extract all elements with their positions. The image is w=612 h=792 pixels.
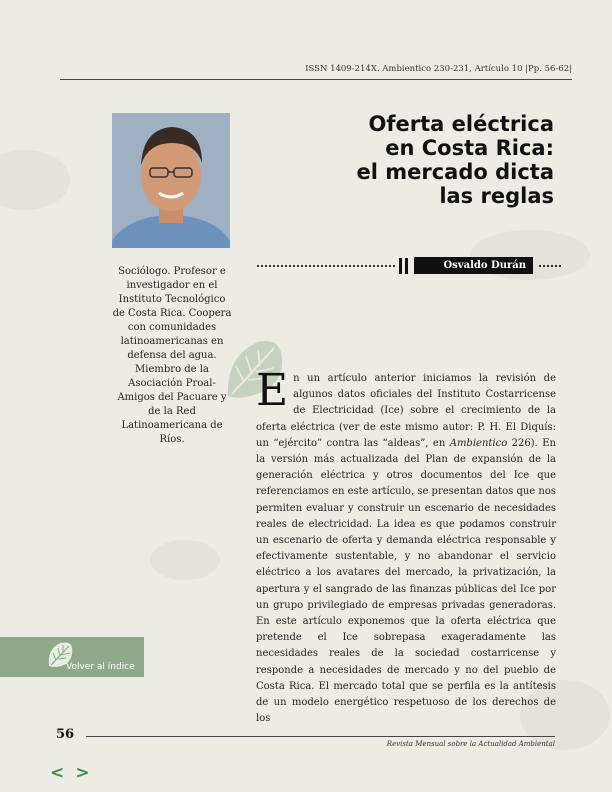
journal-reference: Ambientico [449,437,508,449]
author-bio: Sociólogo. Profesor e investigador en el Instituto Tecnológico de Costa Rica. Coopera con comunidades latinoamericanas en defensa del agua. Miembro de la Asociación Proal-Amigos del Pacuare y de la Red Latinoamericana de Ríos. [112,266,232,445]
next-page-button[interactable]: > [75,763,90,783]
drop-cap: E [256,365,289,416]
issn-header: ISSN 1409-214X. Ambientico 230-231, Artículo 10 |Pp. 56-62| [305,64,572,74]
title-line: Oferta eléctrica [368,112,554,136]
back-to-index-label[interactable]: Volver al índice [66,662,135,672]
author-name: Osvaldo Durán [414,257,533,274]
article-title [356,112,554,208]
footer-rule [86,736,555,737]
dotted-rule-right [538,265,562,267]
prev-page-button[interactable]: < [50,763,65,783]
title-line: las reglas [439,184,554,208]
author-bar-marks [399,258,409,274]
dotted-rule-left [256,265,396,267]
article-body [256,365,556,727]
page-number: 56 [56,727,75,742]
author-photo [112,113,230,248]
page-nav [50,763,96,783]
header-rule [60,79,572,80]
title-line: en Costa Rica: [385,136,554,160]
paper-texture [0,150,70,210]
body-lead: n un artículo anterior iniciamos la revisión de algunos datos oficiales del Instituto Costarricense de Electricidad (Ice) sobre el crecimiento de la oferta eléctrica (ver de este mismo autor: P. H. El Diquís: un “ejército” contra las “aldeas”, en [256,373,556,449]
title-line: el mercado dicta [356,160,554,184]
journal-footer: Revista Mensual sobre la Actualidad Ambiental [386,740,555,748]
body-paragraph [256,365,556,727]
paper-texture [150,540,220,580]
back-to-index-button[interactable] [0,637,144,677]
body-rest: 226). En la versión más actualizada del Plan de expansión de la generación eléctrica y otros documentos del Ice que referenciamos en este artículo, se presentan datos que nos permiten evaluar y construir un escenario de necesidades reales de electricidad. La idea es que podamos construir un escenario de oferta y demanda eléctrica responsable y efectivamente sustentable, y no abandonar el servicio eléctrico a los avatares del mercado, la privatización, la apertura y el sangrado de las finanzas públicas del Ice por un grupo privilegiado de empresas privadas generadoras. En este artículo exponemos que la oferta eléctrica que pretende el Ice sobrepasa exageradamente las necesidades reales de la sociedad costarricense y responde a necesidades de mercado y no del pueblo de Costa Rica. El mercado total que se perfila es la antítesis de un modelo energético respetuoso de los derechos de los [256,437,556,725]
